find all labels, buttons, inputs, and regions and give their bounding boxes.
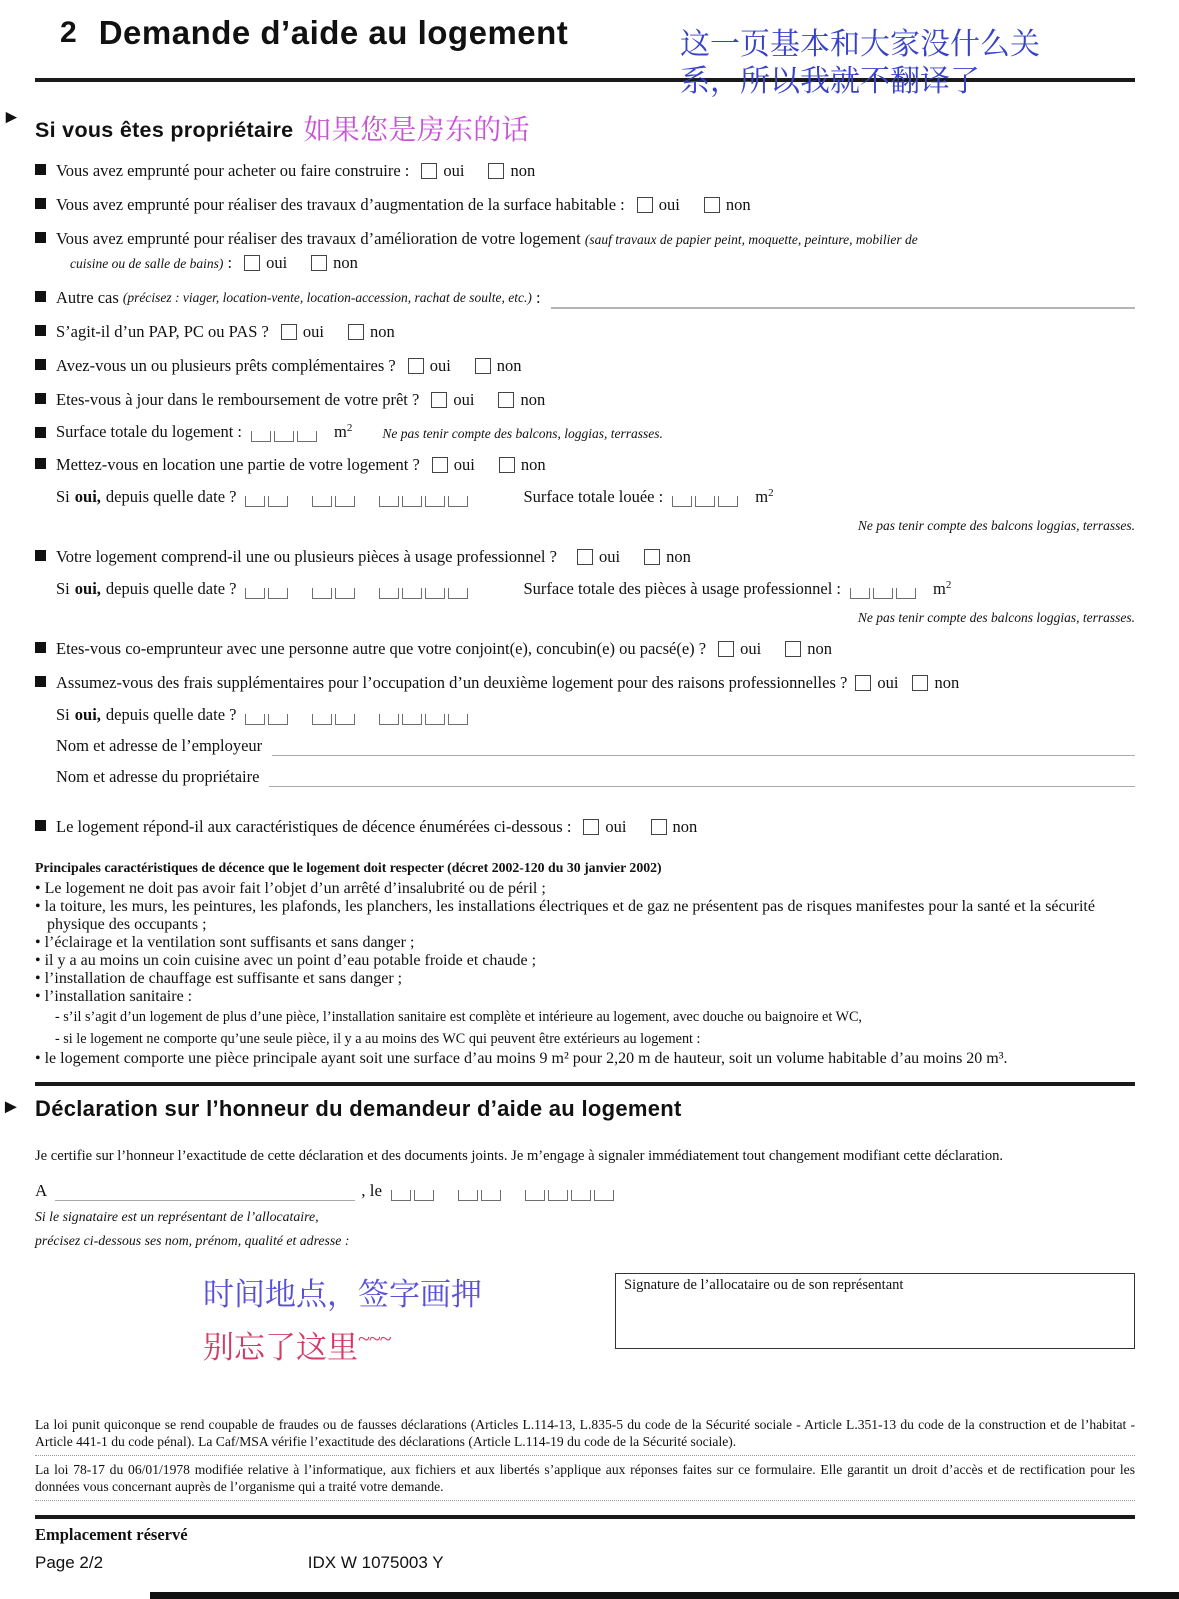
- form-code: IDX W 1075003 Y: [307, 1553, 444, 1572]
- annotation-line1: 这一页基本和大家没什么关: [680, 28, 1040, 61]
- signature-area: [35, 1273, 1135, 1370]
- checkbox-non[interactable]: [785, 641, 801, 657]
- annotation-tildes: ~~~: [358, 1326, 391, 1351]
- square-bullet-icon: [35, 164, 46, 175]
- page-title: Demande d’aide au logement: [98, 14, 569, 51]
- legal-paragraph-2: La loi 78-17 du 06/01/1978 modifiée relative à l’informatique, aux fichiers et aux libertés s’applique aux réponses faites sur ce formulaire. Elle garantit un droit d’accès et de rectification pour les données vous concernant auprès de l’organisme qui a traité votre demande.: [35, 1461, 1135, 1501]
- a-label: A: [35, 1181, 48, 1200]
- date-day-input[interactable]: [391, 1190, 437, 1201]
- le-label: , le: [361, 1181, 383, 1200]
- decency-bullet: • il y a au moins un coin cuisine avec un point d’eau potable froide et chaude ;: [35, 952, 537, 969]
- question-label: Avez-vous un ou plusieurs prêts complémentaires ?: [56, 356, 396, 375]
- question-label: Vous avez emprunté pour acheter ou faire construire :: [56, 161, 410, 180]
- question-label: Votre logement comprend-il une ou plusieurs pièces à usage professionnel ?: [56, 547, 557, 566]
- checkbox-oui[interactable]: [432, 457, 448, 473]
- question-borrow-buy: [35, 159, 1135, 182]
- annotation-line2: 系，所以我就不翻译了: [680, 65, 980, 98]
- checkbox-non[interactable]: [644, 549, 660, 565]
- date-day-input[interactable]: [245, 714, 291, 725]
- page-header: [35, 14, 1135, 98]
- non-label: non: [369, 322, 395, 341]
- signature-box-label: Signature de l’allocataire ou de son représentant: [624, 1277, 904, 1293]
- question-autre-cas: [35, 286, 1135, 309]
- question-label: Autre cas: [56, 288, 119, 307]
- checkbox-non[interactable]: [488, 163, 504, 179]
- oui-label: oui: [598, 547, 621, 566]
- non-label: non: [807, 639, 832, 658]
- decency-bullet: • l’éclairage et la ventilation sont suffisants et sans danger ;: [35, 934, 415, 951]
- balcons-note-right: Ne pas tenir compte des balcons loggias, terrasses.: [857, 518, 1135, 533]
- chinese-title-annotation: [680, 26, 1160, 100]
- arrow-right-icon: ►: [2, 107, 22, 128]
- oui-bold-label: oui,: [74, 579, 101, 598]
- owner-header-annotation: 如果您是房东的话: [303, 114, 530, 145]
- depuis-label: depuis quelle date ?: [105, 487, 237, 506]
- square-bullet-icon: [35, 642, 46, 653]
- square-bullet-icon: [35, 427, 46, 438]
- certify-text: Je certifie sur l’honneur l’exactitude de cette déclaration et des documents joints. Je m’engage à signaler immédiatement tout changement modifiant cette déclaration.: [35, 1148, 1004, 1164]
- representative-note: [35, 1205, 1135, 1253]
- owner-header-label: Si vous êtes propriétaire: [35, 118, 294, 142]
- oui-label: oui: [658, 195, 680, 214]
- question-pap: [35, 320, 1135, 343]
- checkbox-oui[interactable]: [577, 549, 593, 565]
- question-surface-totale: [35, 422, 1135, 442]
- declaration-header: [1, 1096, 1135, 1122]
- square-bullet-icon: [35, 458, 46, 469]
- non-label: non: [934, 673, 960, 692]
- checkbox-oui[interactable]: [431, 392, 447, 408]
- legal-block: [35, 1416, 1135, 1501]
- decency-subitem: - si le logement ne comporte qu’une seule pièce, il y a au moins des WC qui peuvent être extérieurs au logement :: [55, 1031, 701, 1047]
- si-label: Si: [56, 487, 70, 506]
- depuis-label: depuis quelle date ?: [105, 705, 237, 724]
- oui-label: oui: [302, 322, 324, 341]
- question-frais-supplementaires: [35, 671, 1135, 694]
- checkbox-non[interactable]: [311, 255, 327, 271]
- non-label: non: [520, 455, 546, 474]
- representative-note-line1: Si le signataire est un représentant de l’allocataire,: [35, 1209, 319, 1224]
- square-bullet-icon: [35, 198, 46, 209]
- question-location-partie: [35, 453, 1135, 476]
- question-label: Etes-vous co-emprunteur avec une personne autre que votre conjoint(e), concubin(e) ou pacsé(e) ?: [56, 639, 707, 658]
- si-label: Si: [56, 579, 70, 598]
- question-label: Mettez-vous en location une partie de votre logement ?: [56, 455, 420, 474]
- balcons-note-right: Ne pas tenir compte des balcons loggias, terrasses.: [857, 610, 1135, 625]
- checkbox-non[interactable]: [499, 457, 515, 473]
- checkbox-oui[interactable]: [408, 358, 424, 374]
- question-decence: [35, 815, 1135, 838]
- employer-input-line[interactable]: [272, 741, 1135, 756]
- question-pieces-pro: [35, 545, 1135, 568]
- landlord-label: Nom et adresse du propriétaire: [56, 767, 260, 786]
- date-year-input[interactable]: [379, 588, 471, 599]
- section-owner-header: [2, 107, 1135, 148]
- date-month-input[interactable]: [312, 588, 358, 599]
- date-year-input[interactable]: [379, 714, 471, 725]
- m2-unit: $m^2$: [933, 579, 952, 598]
- non-label: non: [333, 253, 358, 272]
- depuis-label: depuis quelle date ?: [105, 579, 237, 598]
- date-month-input[interactable]: [312, 496, 358, 507]
- checkbox-non[interactable]: [912, 675, 928, 691]
- decency-bullet: • l’installation sanitaire :: [35, 988, 193, 1005]
- surface-pro-input[interactable]: [850, 588, 919, 599]
- date-month-input[interactable]: [458, 1190, 504, 1201]
- question-label: Vous avez emprunté pour réaliser des travaux d’augmentation de la surface habitable :: [56, 195, 625, 214]
- question-parenthetical: cuisine ou de salle de bains): [70, 256, 224, 271]
- section-number: 2: [60, 16, 77, 49]
- page-number: Page 2/2: [35, 1553, 104, 1572]
- checkbox-oui[interactable]: [281, 324, 297, 340]
- m2-unit: $m^2$: [755, 487, 774, 506]
- place-input-line[interactable]: [55, 1186, 355, 1201]
- non-label: non: [520, 390, 546, 409]
- non-label: non: [496, 356, 522, 375]
- non-label: non: [725, 195, 751, 214]
- decency-bullet: • la toiture, les murs, les peintures, les plafonds, les planchers, les installations électriques et de gaz ne présentent pas de risques manifestes pour la santé et la sécurité physique des occupants ;: [35, 898, 1095, 933]
- checkbox-non[interactable]: [498, 392, 514, 408]
- date-month-input[interactable]: [312, 714, 358, 725]
- bottom-scan-bar: [150, 1592, 1179, 1599]
- representative-note-line2: précisez ci-dessous ses nom, prénom, qualité et adresse :: [35, 1233, 350, 1248]
- surface-louee-input[interactable]: [672, 496, 741, 507]
- checkbox-oui[interactable]: [637, 197, 653, 213]
- question-label: Etes-vous à jour dans le remboursement de votre prêt ?: [56, 390, 420, 409]
- date-year-input[interactable]: [525, 1190, 617, 1201]
- oui-bold-label: oui,: [74, 705, 101, 724]
- m2-unit: $m^2$: [334, 422, 353, 441]
- question-label: Le logement répond-il aux caractéristiques de décence énumérées ci-dessous :: [56, 817, 572, 836]
- decency-bullet: • le logement comporte une pièce principale ayant soit une surface d’au moins 9 m² pour 2,20 m de hauteur, soit un volume habitable d’au moins 20 m³.: [35, 1050, 1008, 1067]
- surface-pro-label: Surface totale des pièces à usage professionnel :: [523, 579, 841, 598]
- surface-input[interactable]: [251, 431, 320, 442]
- oui-label: oui: [453, 455, 475, 474]
- decency-bullet: • Le logement ne doit pas avoir fait l’objet d’un arrêté d’insalubrité ou de péril ;: [35, 880, 546, 897]
- question-coemprunteur: [35, 637, 1135, 660]
- oui-bold-label: oui,: [74, 487, 101, 506]
- checkbox-oui[interactable]: [583, 819, 599, 835]
- non-label: non: [666, 547, 691, 566]
- landlord-row: [35, 767, 1135, 787]
- checkbox-oui[interactable]: [855, 675, 871, 691]
- oui-label: oui: [877, 673, 899, 692]
- oui-label: oui: [740, 639, 762, 658]
- colon: :: [227, 253, 233, 272]
- decency-bullet: • l’installation de chauffage est suffisante et sans danger ;: [35, 970, 403, 987]
- question-prets: [35, 354, 1135, 377]
- square-bullet-icon: [35, 232, 46, 243]
- checkbox-non[interactable]: [348, 324, 364, 340]
- colon: :: [536, 288, 541, 307]
- arrow-right-icon: ►: [1, 1096, 22, 1118]
- subquestion-pro-date: [35, 579, 1135, 599]
- landlord-input-line[interactable]: [269, 772, 1135, 787]
- non-label: non: [510, 161, 536, 180]
- question-label: Vous avez emprunté pour réaliser des travaux d’amélioration de votre logement: [56, 229, 581, 248]
- decency-title: Principales caractéristiques de décence que le logement doit respecter (décret 2002-120 du 30 janvier 2002): [35, 860, 662, 875]
- subquestion-frais-date: [35, 705, 1135, 725]
- square-bullet-icon: [35, 325, 46, 336]
- date-year-input[interactable]: [379, 496, 471, 507]
- balcons-note: Ne pas tenir compte des balcons, loggias, terrasses.: [382, 426, 663, 441]
- section-divider: [35, 1082, 1135, 1086]
- declaration-header-label: Déclaration sur l’honneur du demandeur d’aide au logement: [35, 1096, 682, 1121]
- chinese-signature-annotation: [203, 1273, 593, 1370]
- question-label: S’agit-il d’un PAP, PC ou PAS ?: [56, 322, 269, 341]
- question-parenthetical: (sauf travaux de papier peint, moquette, peinture, mobilier de: [584, 232, 918, 247]
- decency-block: [35, 860, 1135, 1068]
- surface-louee-label: Surface totale louée :: [523, 487, 664, 506]
- square-bullet-icon: [35, 291, 46, 302]
- square-bullet-icon: [35, 820, 46, 831]
- annotation-blue: 时间地点，签字画押: [203, 1277, 482, 1312]
- date-day-input[interactable]: [245, 588, 291, 599]
- legal-paragraph-1: La loi punit quiconque se rend coupable de fraudes ou de fausses déclarations (Articles L.114-13, L.835-5 du code de la Sécurité sociale - Article L.351-13 du code de la construction et de l’habitat - Article 441-1 du code pénal). La Caf/MSA vérifie l’exactitude des déclarations (Article L.114-19 du code de la Sécurité sociale).: [35, 1416, 1135, 1456]
- checkbox-non[interactable]: [704, 197, 720, 213]
- question-label: Assumez-vous des frais supplémentaires pour l’occupation d’un deuxième logement pour des raisons professionnelles ?: [56, 673, 848, 692]
- oui-label: oui: [443, 161, 465, 180]
- employer-label: Nom et adresse de l’employeur: [56, 736, 263, 755]
- question-borrow-improve: [35, 227, 1135, 275]
- annotation-red: 别忘了这里: [203, 1330, 358, 1365]
- square-bullet-icon: [35, 393, 46, 404]
- checkbox-non[interactable]: [651, 819, 667, 835]
- date-day-input[interactable]: [245, 496, 291, 507]
- oui-label: oui: [453, 390, 475, 409]
- checkbox-oui[interactable]: [244, 255, 260, 271]
- employer-row: [35, 736, 1135, 756]
- question-remboursement: [35, 388, 1135, 411]
- reserved-title: Emplacement réservé: [35, 1525, 188, 1544]
- square-bullet-icon: [35, 359, 46, 370]
- question-label: Surface totale du logement :: [56, 422, 243, 441]
- oui-label: oui: [266, 253, 288, 272]
- question-parenthetical: (précisez : viager, location-vente, location-accession, rachat de soulte, etc.): [122, 290, 532, 305]
- checkbox-oui[interactable]: [718, 641, 734, 657]
- place-date-row: [35, 1181, 1135, 1201]
- signature-box[interactable]: [615, 1273, 1135, 1349]
- square-bullet-icon: [35, 676, 46, 687]
- page-footer: [35, 1553, 444, 1573]
- decency-subitem: - s’il s’agit d’un logement de plus d’une pièce, l’installation sanitaire est complète et intérieure au logement, avec douche ou baignoire et WC,: [55, 1009, 862, 1025]
- non-label: non: [672, 817, 698, 836]
- oui-label: oui: [605, 817, 627, 836]
- checkbox-oui[interactable]: [421, 163, 437, 179]
- oui-label: oui: [429, 356, 451, 375]
- si-label: Si: [56, 705, 70, 724]
- checkbox-non[interactable]: [475, 358, 491, 374]
- square-bullet-icon: [35, 550, 46, 561]
- subquestion-location-date: [35, 487, 1135, 507]
- reserved-divider: [35, 1515, 1135, 1519]
- question-borrow-surface: [35, 193, 1135, 216]
- autre-cas-input-line[interactable]: [551, 294, 1135, 309]
